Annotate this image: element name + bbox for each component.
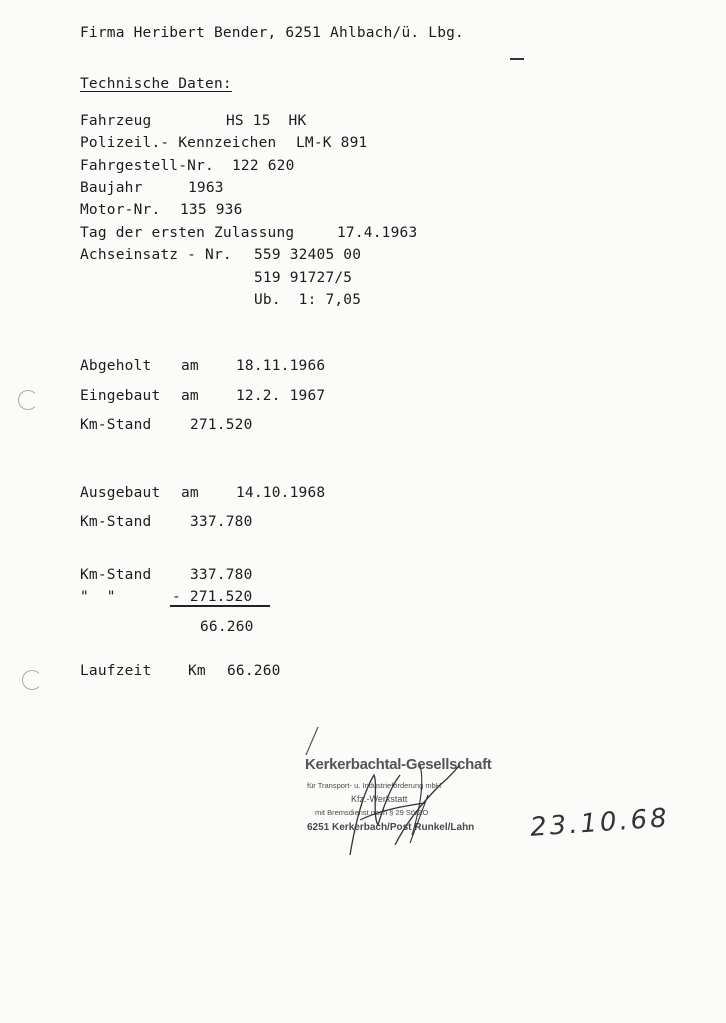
laufzeit-unit: Km bbox=[188, 663, 206, 679]
stamp-title: Kerkerbachtal-Gesellschaft bbox=[305, 756, 492, 773]
signature bbox=[300, 725, 490, 865]
calc-result: 66.260 bbox=[200, 619, 254, 635]
abgeholt-am: am bbox=[181, 358, 199, 374]
achse-value-3: Ub. 1: 7,05 bbox=[254, 292, 362, 308]
eingebaut-date: 12.2. 1967 bbox=[236, 388, 326, 404]
stamp-line-3: Kfz.-Werkstatt bbox=[351, 794, 408, 804]
achse-value-2: 519 91727/5 bbox=[254, 270, 353, 286]
letterhead: Firma Heribert Bender, 6251 Ahlbach/ü. Lbg. bbox=[80, 25, 464, 41]
laufzeit-value: 66.260 bbox=[227, 663, 281, 679]
abgeholt-date: 18.11.1966 bbox=[236, 358, 326, 374]
ditto-marks: " " bbox=[80, 589, 116, 605]
kennzeichen-value: LM-K 891 bbox=[296, 135, 368, 151]
fahrgestell-label: Fahrgestell-Nr. bbox=[80, 158, 214, 174]
zulassung-label: Tag der ersten Zulassung bbox=[80, 225, 295, 241]
calc-minus-value: - 271.520 bbox=[172, 589, 253, 605]
motor-value: 135 936 bbox=[180, 202, 243, 218]
calc-km-label: Km-Stand bbox=[80, 567, 152, 583]
km-stand-2-value: 337.780 bbox=[190, 514, 253, 530]
handwritten-date: 23.10.68 bbox=[529, 803, 671, 843]
fahrgestell-value: 122 620 bbox=[232, 158, 295, 174]
punch-hole-top bbox=[18, 390, 38, 410]
eingebaut-label: Eingebaut bbox=[80, 388, 161, 404]
stamp-line-4: mit Bremsdienst nach § 29 StVZO bbox=[315, 808, 429, 817]
fahrzeug-label: Fahrzeug bbox=[80, 113, 152, 129]
achse-value-1: 559 32405 00 bbox=[254, 247, 362, 263]
km-stand-1-label: Km-Stand bbox=[80, 417, 152, 433]
ausgebaut-label: Ausgebaut bbox=[80, 485, 161, 501]
ausgebaut-date: 14.10.1968 bbox=[236, 485, 326, 501]
laufzeit-label: Laufzeit bbox=[80, 663, 152, 679]
baujahr-label: Baujahr bbox=[80, 180, 143, 196]
ausgebaut-am: am bbox=[181, 485, 199, 501]
punch-hole-bottom bbox=[22, 670, 42, 690]
kennzeichen-label: Polizeil.- Kennzeichen bbox=[80, 135, 277, 151]
ink-mark bbox=[510, 58, 524, 60]
stamp-line-5: 6251 Kerkerbach/Post Runkel/Lahn bbox=[307, 822, 475, 833]
abgeholt-label: Abgeholt bbox=[80, 358, 152, 374]
km-stand-1-value: 271.520 bbox=[190, 417, 253, 433]
km-stand-2-label: Km-Stand bbox=[80, 514, 152, 530]
fahrzeug-value: HS 15 HK bbox=[226, 113, 307, 129]
sum-rule bbox=[170, 605, 270, 607]
section-title: Technische Daten: bbox=[80, 76, 232, 92]
motor-label: Motor-Nr. bbox=[80, 202, 161, 218]
baujahr-value: 1963 bbox=[188, 180, 224, 196]
stamp-line-2: für Transport- u. Industrieförderung mbH bbox=[307, 781, 442, 790]
achse-label: Achseinsatz - Nr. bbox=[80, 247, 232, 263]
eingebaut-am: am bbox=[181, 388, 199, 404]
calc-km-value: 337.780 bbox=[190, 567, 253, 583]
zulassung-value: 17.4.1963 bbox=[337, 225, 418, 241]
